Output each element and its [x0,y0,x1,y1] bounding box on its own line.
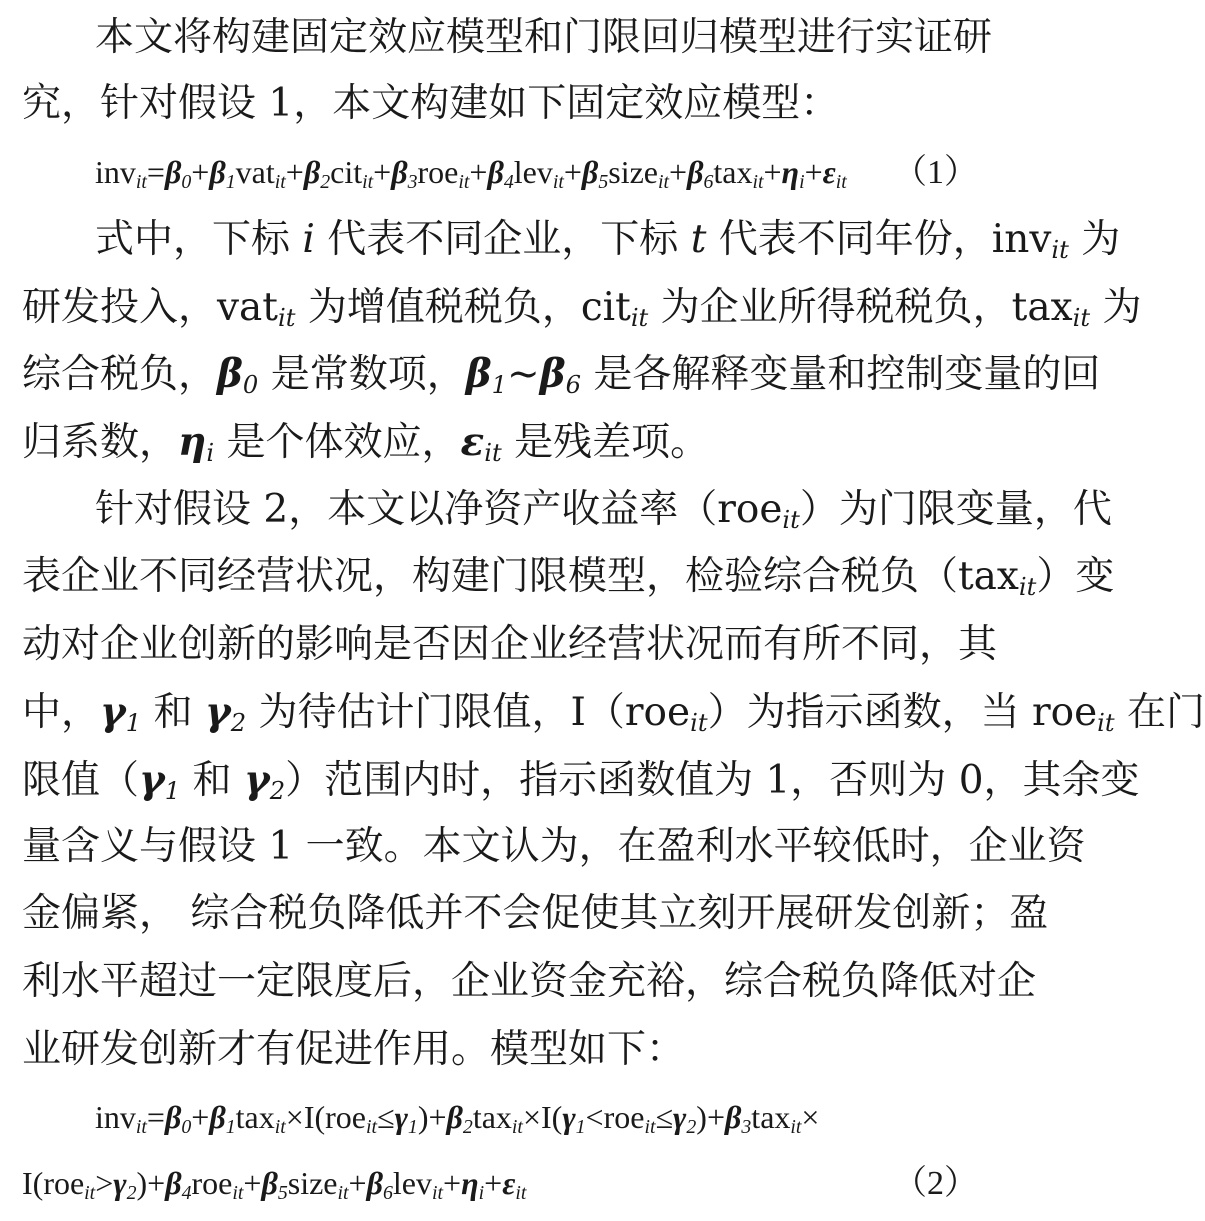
paragraph-3-line-1: 针对假设 2，本文以净资产收益率（roe$_{it}$）为门限变量，代 [95,487,1112,535]
paragraph-3-line-3: 动对企业创新的影响是否因企业经营状况而有所不同，其 [22,622,998,667]
equation-2-number: （2） [893,1165,978,1202]
paragraph-1-line-2: 究，针对假设 1，本文构建如下固定效应模型： [22,81,840,126]
equation-1 [95,144,978,200]
paragraph-3-line-8: 利水平超过一定限度后，企业资金充裕，综合税负降低对企 [22,959,1037,1004]
equation-2-line-1 [95,1089,978,1145]
paragraph-1-line-1: 本文将构建固定效应模型和门限回归模型进行实证研 [95,15,993,60]
paragraph-2-line-1: 式中，下标 i 代表不同企业，下标 t 代表不同年份，inv$_{it}$ 为 [95,217,1121,265]
paragraph-3-line-6: 量含义与假设 1 一致。本文认为，在盈利水平较低时，企业资 [22,824,1086,869]
equation-2-line-2 [22,1155,978,1211]
paragraph-2-line-4: 归系数，$\eta_i$ 是个体效应，$\varepsilon_{it}$ 是残差项。 [22,419,710,468]
paragraph-2-line-3: 综合税负，$\beta_0$ 是常数项，$\beta_1\sim\beta_6$ 是各解释变量和控制变量的回 [22,351,1101,400]
equation-1-body: $inv_{it}=\beta_0+\beta_1vat_{it}+\beta_2cit_{it}+\beta_3roe_{it}+\beta_4lev_{it}+\beta_5size_{it}+\beta_6tax_{it}+\eta_i+\varepsilon_{it}$ [95,154,847,193]
equation-2-part-2: $I(roe_{it}>\gamma_2)+\beta_4roe_{it}+\beta_5size_{it}+\beta_6lev_{it}+\eta_i+\varepsilon_{it}$ [22,1165,527,1204]
paragraph-3-line-4: 中，$\gamma_1$ 和 $\gamma_2$ 为待估计门限值，I（roe$_{it}$）为指示函数，当 roe$_{it}$ 在门 [22,689,1205,738]
paragraph-3-line-7: 金偏紧， 综合税负降低并不会促使其立刻开展研发创新；盈 [22,891,1049,936]
equation-2-part-1: $inv_{it}=\beta_0+\beta_1tax_{it}\times I(roe_{it}\le\gamma_1)+\beta_2tax_{it}\times I(\gamma_1<roe_{it}\le\gamma_2)+\beta_3tax_{it}\times$ [95,1099,820,1138]
paragraph-3-line-9: 业研发创新才有促进作用。模型如下： [22,1027,686,1072]
paragraph-3-line-2: 表企业不同经营状况，构建门限模型，检验综合税负（tax$_{it}$）变 [22,554,1115,602]
paragraph-2-line-2: 研发投入，vat$_{it}$ 为增值税税负，cit$_{it}$ 为企业所得税税负，tax$_{it}$ 为 [22,285,1142,333]
paragraph-3-line-5: 限值（$\gamma_1$ 和 $\gamma_2$）范围内时，指示函数值为 1，否则为 0，其余变 [22,757,1140,806]
equation-1-number: （1） [893,154,978,191]
